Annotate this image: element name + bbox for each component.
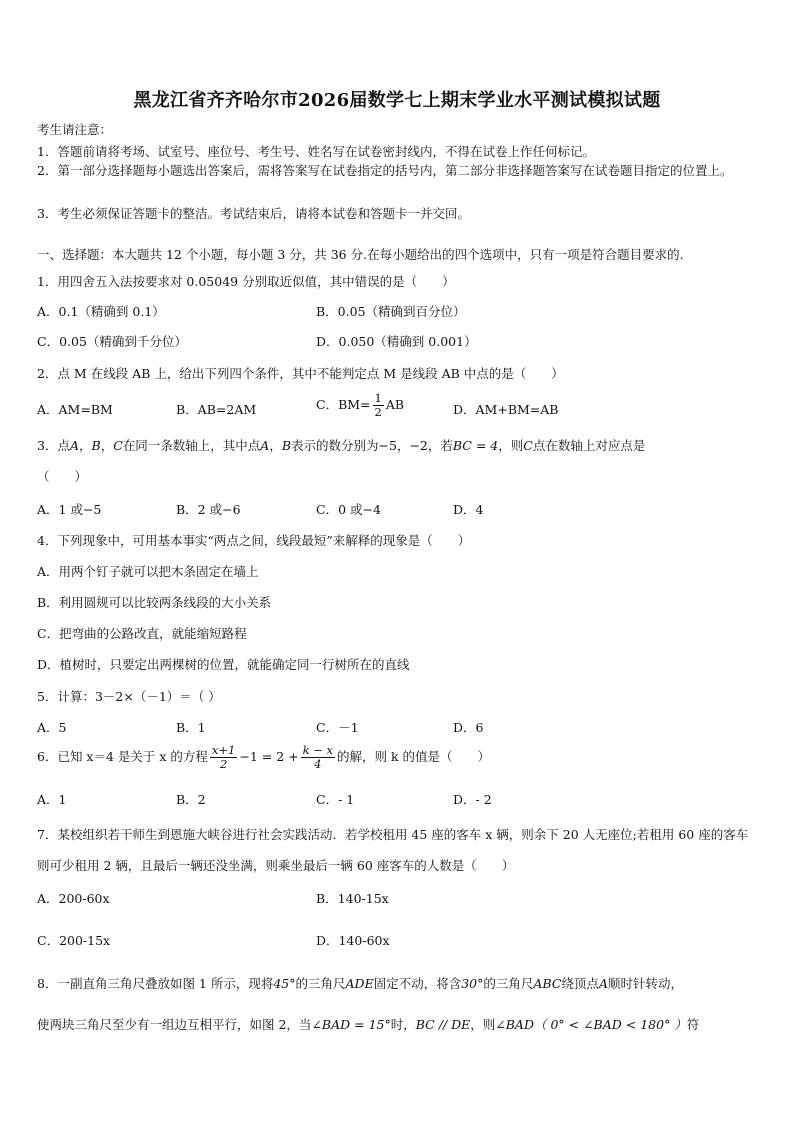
q5-option-d: D．6 bbox=[453, 720, 484, 735]
text: 固定不动，将含 bbox=[373, 976, 462, 991]
text: 的三角尺 bbox=[483, 976, 534, 991]
text: ，则 bbox=[498, 438, 524, 453]
math-var: ABC bbox=[533, 976, 562, 991]
q7-option-b: B．140-15x bbox=[316, 891, 389, 906]
section-heading: 一、选择题：本大题共 12 个小题，每小题 3 分，共 36 分.在每小题给出的四个选项中，只有一项是符合题目要求的. bbox=[37, 247, 684, 262]
notice-item: 3．考生必须保证答题卡的整洁。考试结束后，请将本试卷和答题卡一并交回。 bbox=[37, 206, 470, 221]
question-8-line-1 bbox=[37, 974, 683, 992]
math-var: C bbox=[523, 438, 533, 453]
math-expression: （ 0° < ∠BAD < 180° ） bbox=[533, 1017, 687, 1032]
math-var: B bbox=[91, 438, 101, 453]
q2-option-c-suffix: AB bbox=[385, 397, 405, 412]
q6-option-a: A．1 bbox=[37, 792, 67, 807]
text: 8．一副直角三角尺叠放如图 1 所示，现将 bbox=[37, 976, 274, 991]
math-expression: ∠BAD bbox=[495, 1017, 534, 1032]
fraction-denominator: 4 bbox=[314, 757, 322, 771]
q7-option-a: A．200-60x bbox=[37, 891, 110, 906]
fraction-denominator: 2 bbox=[374, 405, 382, 419]
question-3-stem bbox=[37, 436, 645, 454]
q2-option-c bbox=[316, 392, 404, 419]
text: 使两块三角尺至少有一组边互相平行，如图 2，当 bbox=[37, 1017, 312, 1032]
math-var: A bbox=[260, 438, 270, 453]
fraction bbox=[373, 392, 384, 419]
notice-item: 2．第一部分选择题每小题选出答案后，需将答案写在试卷指定的括号内，第二部分非选择题答案写在试卷题目指定的位置上。 bbox=[37, 163, 733, 178]
q1-option-d: D．0.050（精确到 0.001） bbox=[316, 334, 477, 349]
math-var: B bbox=[281, 438, 292, 453]
math-expression: 30° bbox=[461, 976, 484, 991]
fraction-numerator: 1 bbox=[374, 391, 382, 405]
question-6-stem bbox=[37, 744, 490, 771]
question-3-stem-tail: （ ） bbox=[37, 469, 88, 484]
q2-option-d: D．AM+BM=AB bbox=[453, 402, 559, 417]
text: 顺时针转动， bbox=[607, 976, 683, 991]
text: 的三角尺 bbox=[295, 976, 346, 991]
q6-option-b: B．2 bbox=[176, 792, 206, 807]
text: 的解，则 k 的值是（ ） bbox=[337, 749, 491, 764]
q2-option-c-prefix: C．BM= bbox=[316, 397, 371, 412]
q6-option-d: D．- 2 bbox=[453, 792, 492, 807]
text: ， bbox=[100, 438, 114, 453]
q2-option-b: B．AB=2AM bbox=[176, 402, 257, 417]
notice-item: 1．答题前请将考场、试室号、座位号、考生号、姓名写在试卷密封线内，不得在试卷上作任何标记。 bbox=[37, 144, 595, 159]
question-8-line-2 bbox=[37, 1015, 699, 1033]
math-var: C bbox=[113, 438, 123, 453]
fraction-numerator: x+1 bbox=[211, 743, 236, 757]
q4-option-c: C．把弯曲的公路改直，就能缩短路程 bbox=[37, 626, 247, 641]
math-expression: ∠BAD = 15° bbox=[311, 1017, 391, 1032]
q1-option-c: C．0.05（精确到千分位） bbox=[37, 334, 187, 349]
text: 绕顶点 bbox=[561, 976, 599, 991]
question-5-stem: 5．计算：3－2×（－1）＝（ ） bbox=[37, 689, 221, 704]
q4-option-b: B．利用圆规可以比较两条线段的大小关系 bbox=[37, 595, 272, 610]
text: 3．点 bbox=[37, 438, 70, 453]
question-4-stem: 4．下列现象中，可用基本事实“两点之间，线段最短”来解释的现象是（ ） bbox=[37, 533, 471, 548]
question-1-stem: 1．用四舍五入法按要求对 0.05049 分别取近似值，其中错误的是（ ） bbox=[37, 274, 455, 289]
q4-option-d: D．植树时，只要定出两棵树的位置，就能确定同一行树所在的直线 bbox=[37, 657, 410, 672]
math-expression: BC = 4 bbox=[452, 438, 499, 453]
page-title: 黑龙江省齐齐哈尔市2026届数学七上期末学业水平测试模拟试题 bbox=[133, 90, 661, 111]
q3-option-d: D．4 bbox=[453, 502, 484, 517]
fraction-numerator: k − x bbox=[302, 743, 334, 757]
q7-option-c: C．200-15x bbox=[37, 933, 111, 948]
text: ，则 bbox=[470, 1017, 496, 1032]
text: 点在数轴上对应点是 bbox=[532, 438, 646, 453]
q3-option-c: C．0 或−4 bbox=[316, 502, 381, 517]
q5-option-c: C．－1 bbox=[316, 720, 359, 735]
math-var: A bbox=[69, 438, 79, 453]
q6-option-c: C．- 1 bbox=[316, 792, 355, 807]
text: 6．已知 x＝4 是关于 x 的方程 bbox=[37, 749, 208, 764]
q4-option-a: A．用两个钉子就可以把木条固定在墙上 bbox=[37, 564, 259, 579]
fraction-denominator: 2 bbox=[219, 757, 228, 771]
text: 时， bbox=[390, 1017, 416, 1032]
text: ， bbox=[78, 438, 92, 453]
fraction bbox=[301, 744, 335, 771]
math-expression: −1 = 2 + bbox=[239, 749, 299, 764]
q3-option-a: A．1 或−5 bbox=[37, 502, 102, 517]
question-7-stem: 7．某校组织若干师生到恩施大峡谷进行社会实践活动．若学校租用 45 座的客车 x 辆，则余下 20 人无座位;若租用 60 座的客车则可少租用 2 辆，且最后一辆还没坐满，则乘坐最后一辆 60 座客车的人数是（ ） bbox=[37, 827, 749, 873]
question-2-stem: 2．点 M 在线段 AB 上，给出下列四个条件，其中不能判定点 M 是线段 AB 中点的是（ ） bbox=[37, 366, 564, 381]
text: 在同一条数轴上，其中点 bbox=[122, 438, 261, 453]
q5-option-b: B．1 bbox=[176, 720, 206, 735]
math-var: ADE bbox=[345, 976, 374, 991]
math-expression: BC // DE bbox=[415, 1017, 471, 1032]
notice-heading: 考生请注意： bbox=[37, 122, 113, 137]
q2-option-a: A．AM=BM bbox=[37, 402, 113, 417]
fraction bbox=[210, 744, 237, 771]
text: ， bbox=[269, 438, 282, 453]
q5-option-a: A．5 bbox=[37, 720, 67, 735]
math-expression: 45° bbox=[273, 976, 296, 991]
q1-option-b: B．0.05（精确到百分位） bbox=[316, 304, 466, 319]
q3-option-b: B．2 或−6 bbox=[176, 502, 241, 517]
math-var: A bbox=[598, 976, 608, 991]
q1-option-a: A．0.1（精确到 0.1） bbox=[37, 304, 165, 319]
text: 符 bbox=[686, 1017, 700, 1032]
text: 表示的数分别为−5，−2，若 bbox=[291, 438, 453, 453]
q7-option-d: D．140-60x bbox=[316, 933, 390, 948]
